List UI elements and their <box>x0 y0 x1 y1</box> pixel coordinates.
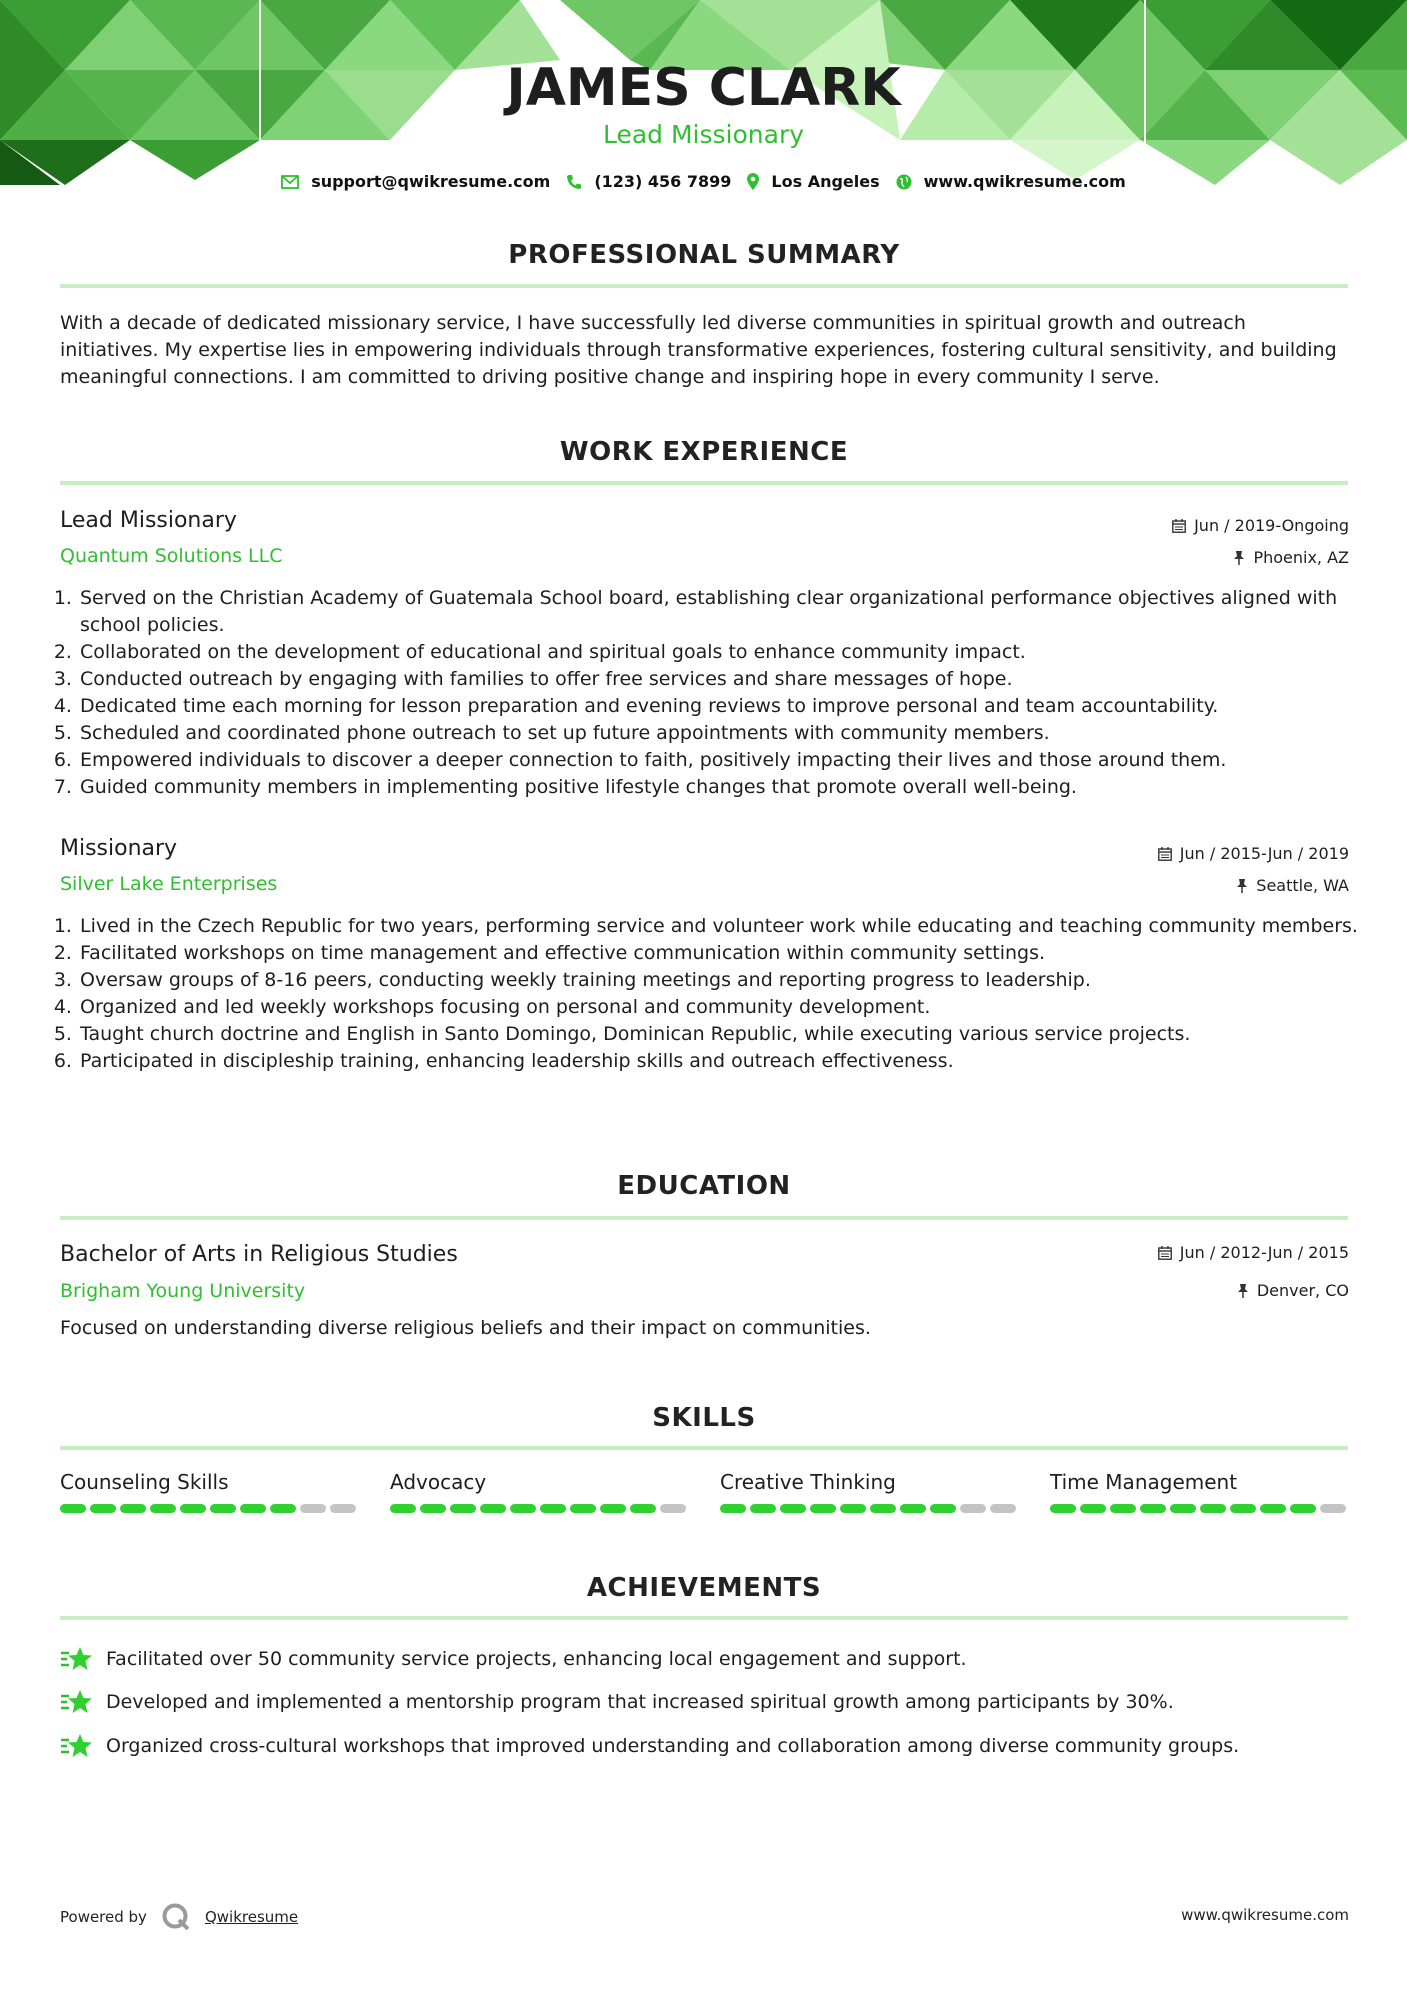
job-2-dates <box>1158 844 1349 863</box>
skill-segment-empty <box>300 1504 326 1513</box>
education-school: Brigham Young University <box>60 1280 306 1302</box>
candidate-name: JAMES CLARK <box>506 58 901 118</box>
list-item: 6. Participated in discipleship training, enhancing leadership skills and outreach effectiveness. <box>78 1048 1378 1075</box>
job-1-location <box>1233 548 1349 567</box>
calendar-icon <box>1158 1246 1172 1260</box>
skills-list <box>60 1470 1350 1513</box>
skill-segment-filled <box>60 1504 86 1513</box>
list-item: 7. Guided community members in implementing positive lifestyle changes that promote overall well-being. <box>78 774 1378 801</box>
skill-segment-filled <box>930 1504 956 1513</box>
skill-segment-filled <box>600 1504 626 1513</box>
list-item: 5. Taught church doctrine and English in Santo Domingo, Dominican Republic, while executing various service projects. <box>78 1021 1378 1048</box>
map-marker-icon <box>747 173 759 190</box>
skill-segment-filled <box>210 1504 236 1513</box>
star-achievement-icon <box>60 1645 94 1673</box>
list-item: 2. Collaborated on the development of educational and spiritual goals to enhance community impact. <box>78 639 1378 666</box>
achievement-text: Developed and implemented a mentorship program that increased spiritual growth among participants by 30%. <box>106 1691 1174 1713</box>
list-item: 4. Dedicated time each morning for lesson preparation and evening reviews to improve personal and team accountability. <box>78 693 1378 720</box>
skill-segment-filled <box>900 1504 926 1513</box>
job-2-responsibilities <box>54 913 1378 1075</box>
powered-by-label: Powered by <box>60 1908 147 1926</box>
job-2-location <box>1236 876 1349 895</box>
skill-rating-bar <box>390 1504 690 1513</box>
calendar-icon <box>1158 847 1172 861</box>
job-1-location-text: Phoenix, AZ <box>1253 548 1349 567</box>
education-location <box>1237 1281 1349 1300</box>
skills-divider <box>60 1446 1348 1450</box>
skill-segment-filled <box>720 1504 746 1513</box>
achievement-item <box>60 1732 1239 1760</box>
skill-segment-filled <box>1140 1504 1166 1513</box>
skill-name: Counseling Skills <box>60 1470 229 1494</box>
skill-segment-filled <box>1080 1504 1106 1513</box>
skill-segment-filled <box>270 1504 296 1513</box>
skill-segment-filled <box>750 1504 776 1513</box>
footer-powered-by <box>60 1902 298 1932</box>
star-achievement-icon <box>60 1732 94 1760</box>
skill-segment-filled <box>1230 1504 1256 1513</box>
skill-segment-filled <box>240 1504 266 1513</box>
skill-rating-bar <box>1050 1504 1350 1513</box>
list-item: 1. Lived in the Czech Republic for two years, performing service and volunteer work while educating and teaching community members. <box>78 913 1378 940</box>
job-2-dates-text: Jun / 2015-Jun / 2019 <box>1179 844 1349 863</box>
skill-segment-filled <box>390 1504 416 1513</box>
education-dates <box>1158 1243 1349 1262</box>
skill-segment-filled <box>120 1504 146 1513</box>
list-item: 1. Served on the Christian Academy of Guatemala School board, establishing clear organizational performance objectives aligned with school policies. <box>78 585 1378 639</box>
location-text: Los Angeles <box>771 172 880 191</box>
skill-segment-filled <box>780 1504 806 1513</box>
candidate-title: Lead Missionary <box>602 120 805 149</box>
skill-rating-bar <box>60 1504 360 1513</box>
skills-heading: SKILLS <box>652 1403 756 1433</box>
globe-icon <box>896 174 912 190</box>
achievement-text: Facilitated over 50 community service projects, enhancing local engagement and support. <box>106 1648 967 1670</box>
education-divider <box>60 1216 1348 1220</box>
skill-segment-empty <box>1320 1504 1346 1513</box>
achievements-heading: ACHIEVEMENTS <box>586 1573 822 1603</box>
job-2-location-text: Seattle, WA <box>1256 876 1349 895</box>
job-2-company: Silver Lake Enterprises <box>60 873 278 895</box>
job-1-dates <box>1172 516 1349 535</box>
skill-item <box>720 1470 1020 1513</box>
skill-item <box>60 1470 360 1513</box>
skill-segment-filled <box>570 1504 596 1513</box>
contact-email[interactable] <box>281 172 550 191</box>
website-text: www.qwikresume.com <box>923 172 1126 191</box>
skill-segment-filled <box>1050 1504 1076 1513</box>
summary-text: With a decade of dedicated missionary service, I have successfully led diverse communities in spiritual growth and outreach initiatives. My expertise lies in empowering individuals through transformative experiences, fostering cultural sensitivity, and building meaningful connections. I am committed to driving positive change and inspiring hope in every community I serve. <box>60 312 1337 388</box>
skill-segment-filled <box>1260 1504 1286 1513</box>
envelope-icon <box>281 175 299 189</box>
skill-rating-bar <box>720 1504 1020 1513</box>
skill-segment-empty <box>330 1504 356 1513</box>
achievement-item <box>60 1688 1174 1716</box>
calendar-icon <box>1172 519 1186 533</box>
achievement-text: Organized cross-cultural workshops that improved understanding and collaboration among diverse community groups. <box>106 1735 1240 1757</box>
pushpin-icon <box>1236 879 1248 893</box>
achievements-divider <box>60 1616 1348 1620</box>
phone-icon <box>566 174 582 190</box>
list-item: 2. Facilitated workshops on time management and effective communication within community settings. <box>78 940 1378 967</box>
job-1-dates-text: Jun / 2019-Ongoing <box>1194 516 1349 535</box>
skill-segment-filled <box>480 1504 506 1513</box>
contact-bar <box>0 172 1407 191</box>
pushpin-icon <box>1237 1284 1249 1298</box>
qwikresume-logo-icon <box>161 1902 191 1932</box>
list-item: 3. Oversaw groups of 8-16 peers, conducting weekly training meetings and reporting progress to leadership. <box>78 967 1378 994</box>
job-2-title: Missionary <box>60 836 178 861</box>
education-degree: Bachelor of Arts in Religious Studies <box>60 1242 458 1267</box>
skill-segment-filled <box>540 1504 566 1513</box>
job-1-title: Lead Missionary <box>60 508 237 533</box>
experience-divider <box>60 481 1348 485</box>
skill-segment-filled <box>840 1504 866 1513</box>
skill-segment-filled <box>1290 1504 1316 1513</box>
email-text: support@qwikresume.com <box>311 172 551 191</box>
skill-segment-empty <box>990 1504 1016 1513</box>
education-heading: EDUCATION <box>617 1171 791 1201</box>
summary-divider <box>60 284 1348 288</box>
achievement-item <box>60 1645 967 1673</box>
list-item: 3. Conducted outreach by engaging with families to offer free services and share messages of hope. <box>78 666 1378 693</box>
qwikresume-link[interactable]: Qwikresume <box>204 1908 299 1926</box>
skill-segment-filled <box>510 1504 536 1513</box>
pushpin-icon <box>1233 551 1245 565</box>
skill-item <box>390 1470 690 1513</box>
skill-segment-empty <box>660 1504 686 1513</box>
phone-text: (123) 456 7899 <box>594 172 732 191</box>
contact-phone[interactable] <box>566 172 731 191</box>
skill-segment-filled <box>1200 1504 1226 1513</box>
list-item: 5. Scheduled and coordinated phone outreach to set up future appointments with community members. <box>78 720 1378 747</box>
list-item: 4. Organized and led weekly workshops focusing on personal and community development. <box>78 994 1378 1021</box>
star-achievement-icon <box>60 1688 94 1716</box>
skill-segment-filled <box>1170 1504 1196 1513</box>
education-dates-text: Jun / 2012-Jun / 2015 <box>1179 1243 1349 1262</box>
list-item: 6. Empowered individuals to discover a deeper connection to faith, positively impacting their lives and those around them. <box>78 747 1378 774</box>
skill-segment-filled <box>420 1504 446 1513</box>
skill-name: Creative Thinking <box>720 1470 896 1494</box>
experience-heading: WORK EXPERIENCE <box>559 437 849 467</box>
contact-location <box>747 172 879 191</box>
skill-segment-filled <box>810 1504 836 1513</box>
footer-website[interactable]: www.qwikresume.com <box>1181 1906 1349 1924</box>
skill-segment-filled <box>450 1504 476 1513</box>
skill-segment-filled <box>90 1504 116 1513</box>
education-description: Focused on understanding diverse religious beliefs and their impact on communities. <box>60 1317 871 1339</box>
skill-segment-filled <box>1110 1504 1136 1513</box>
skill-segment-filled <box>630 1504 656 1513</box>
job-1-company: Quantum Solutions LLC <box>60 545 283 567</box>
skill-name: Advocacy <box>390 1470 487 1494</box>
skill-segment-filled <box>180 1504 206 1513</box>
skill-segment-filled <box>870 1504 896 1513</box>
skill-segment-empty <box>960 1504 986 1513</box>
education-location-text: Denver, CO <box>1256 1281 1349 1300</box>
job-1-responsibilities <box>54 585 1378 801</box>
contact-website[interactable] <box>896 172 1126 191</box>
skill-segment-filled <box>150 1504 176 1513</box>
summary-heading: PROFESSIONAL SUMMARY <box>508 240 900 270</box>
skill-item <box>1050 1470 1350 1513</box>
skill-name: Time Management <box>1050 1470 1238 1494</box>
